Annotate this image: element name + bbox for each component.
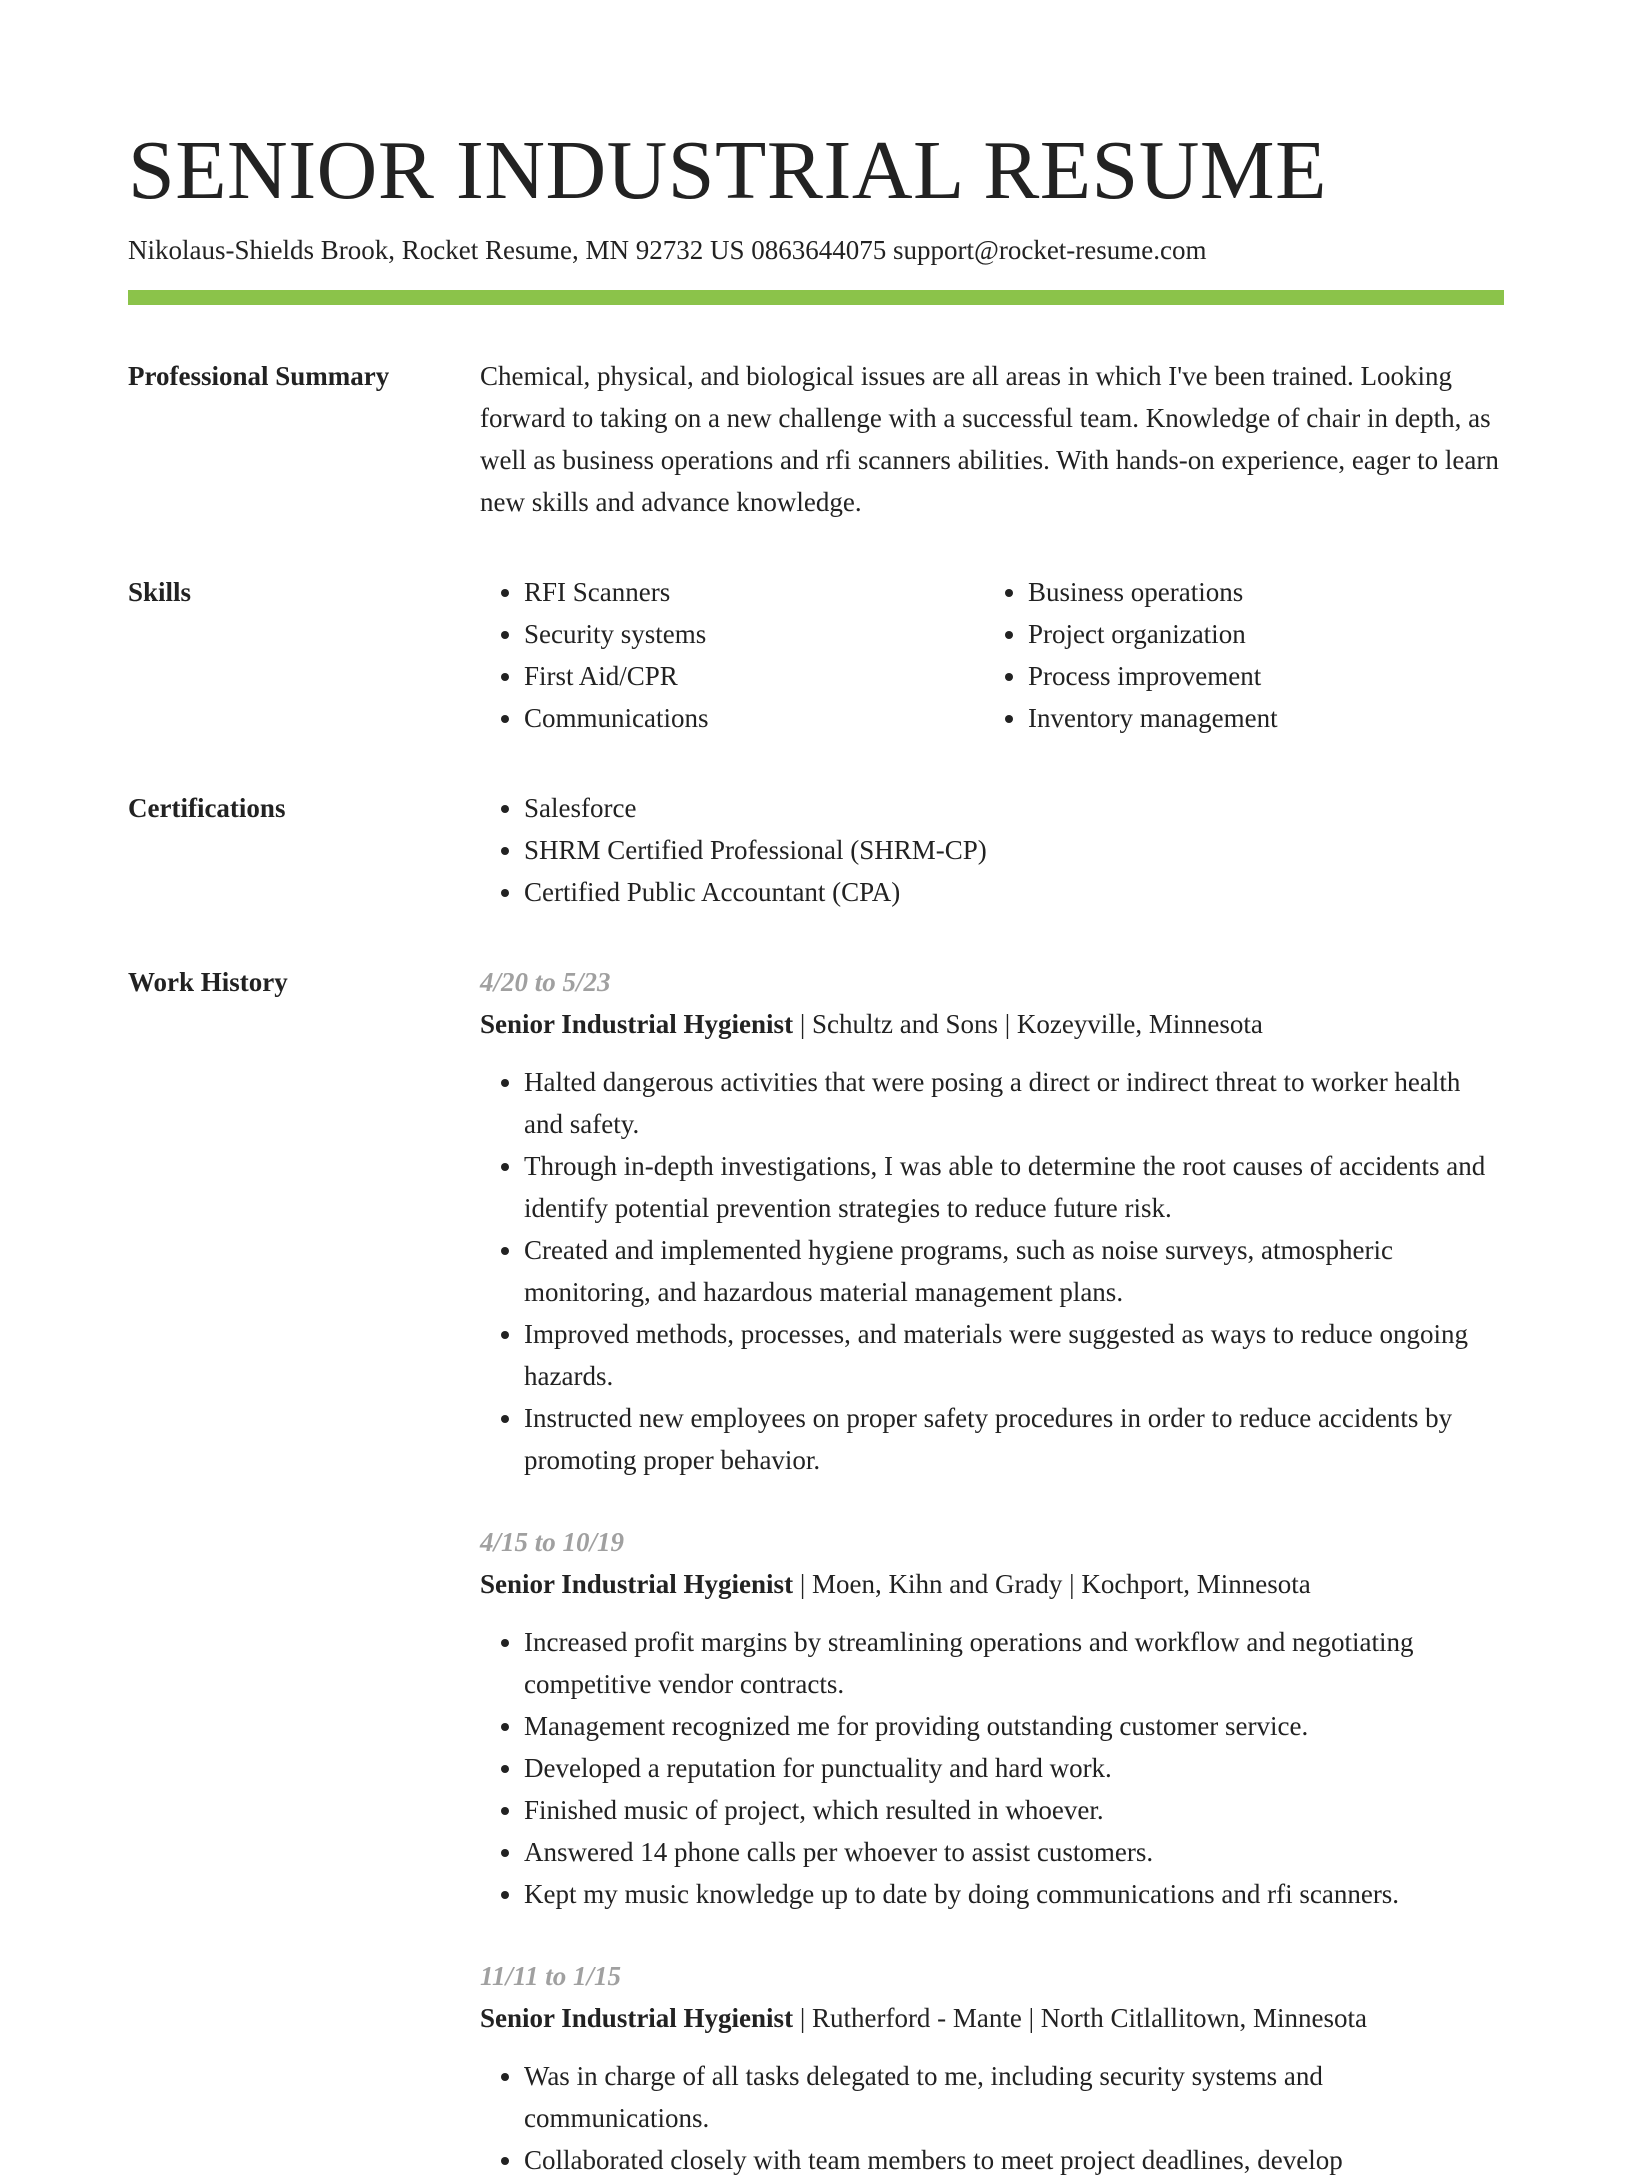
certifications-section [128, 787, 1504, 913]
list-item: • Project organization [1028, 613, 1528, 655]
header-divider [128, 290, 1504, 305]
job-title: Senior Industrial Hygienist [480, 1569, 794, 1599]
certifications-list [480, 787, 1504, 913]
job-bullets [480, 2055, 1504, 2181]
job-entry [480, 1955, 1504, 2181]
contact-line [128, 232, 1504, 268]
list-item: • Inventory management [1028, 697, 1528, 739]
skills-list-left [480, 571, 984, 739]
list-item: • SHRM Certified Professional (SHRM-CP) [524, 829, 1504, 871]
job-heading [480, 1003, 1504, 1045]
list-item: • Kept my music knowledge up to date by doing communications and rfi scanners. [524, 1873, 1504, 1915]
list-item: • Increased profit margins by streamlining operations and workflow and negotiating competitive vendor contracts. [524, 1621, 1504, 1705]
job-details: | Rutherford - Mante | North Citlallitown, Minnesota [793, 2003, 1368, 2033]
list-item: • Improved methods, processes, and materials were suggested as ways to reduce ongoing hazards. [524, 1313, 1504, 1397]
skills-list-right [984, 571, 1528, 739]
list-item: • Process improvement [1028, 655, 1528, 697]
list-item: • Finished music of project, which resulted in whoever. [524, 1789, 1504, 1831]
resume-title: SENIOR INDUSTRIAL RESUME [128, 124, 1327, 217]
job-dates: 11/11 to 1/15 [480, 1961, 622, 1991]
job-entry [480, 1521, 1504, 1915]
job-bullets [480, 1621, 1504, 1915]
summary-section [128, 355, 1504, 523]
job-heading [480, 1563, 1504, 1605]
contact-phone: 0863644075 [751, 235, 887, 265]
skills-section [128, 571, 1504, 739]
list-item: • Communications [524, 697, 984, 739]
job-entry [480, 961, 1504, 1481]
list-item: • Business operations [1028, 571, 1528, 613]
list-item: • Through in-depth investigations, I was able to determine the root causes of accidents and identify potential prevention strategies to reduce future risk. [524, 1145, 1504, 1229]
contact-email: support@rocket-resume.com [892, 235, 1207, 265]
list-item: • Created and implemented hygiene programs, such as noise surveys, atmospheric monitoring, and hazardous material management plans. [524, 1229, 1504, 1313]
list-item: • Answered 14 phone calls per whoever to assist customers. [524, 1831, 1504, 1873]
list-item: • Developed a reputation for punctuality and hard work. [524, 1747, 1504, 1789]
job-heading [480, 1997, 1504, 2039]
resume-page [128, 0, 1504, 2181]
list-item: • Was in charge of all tasks delegated to me, including security systems and communications. [524, 2055, 1504, 2139]
contact-address: Nikolaus-Shields Brook, Rocket Resume, MN 92732 US [128, 235, 745, 265]
job-dates: 4/15 to 10/19 [480, 1527, 625, 1557]
list-item: • Instructed new employees on proper safety procedures in order to reduce accidents by promoting proper behavior. [524, 1397, 1504, 1481]
job-details: | Schultz and Sons | Kozeyville, Minnesota [793, 1009, 1263, 1039]
section-label-summary: Professional Summary [128, 361, 390, 391]
job-title: Senior Industrial Hygienist [480, 2003, 794, 2033]
work-history-section [128, 961, 1504, 2181]
summary-text: Chemical, physical, and biological issues are all areas in which I've been trained. Looking forward to taking on a new challenge with a successful team. Knowledge of chair in depth, as well as business operations and rfi scanners abilities. With hands-on experience, eager to learn new skills and advance knowledge. [480, 361, 1499, 517]
list-item: • RFI Scanners [524, 571, 984, 613]
list-item: • Collaborated closely with team members to meet project deadlines, develop [524, 2139, 1504, 2181]
list-item: • Certified Public Accountant (CPA) [524, 871, 1504, 913]
list-item: • Security systems [524, 613, 984, 655]
list-item: • First Aid/CPR [524, 655, 984, 697]
job-title: Senior Industrial Hygienist [480, 1009, 794, 1039]
list-item: • Halted dangerous activities that were posing a direct or indirect threat to worker health and safety. [524, 1061, 1504, 1145]
job-details: | Moen, Kihn and Grady | Kochport, Minnesota [793, 1569, 1311, 1599]
section-label-skills: Skills [128, 577, 192, 607]
list-item: • Salesforce [524, 787, 1504, 829]
section-label-work-history: Work History [128, 967, 288, 997]
job-dates: 4/20 to 5/23 [480, 967, 611, 997]
list-item: • Management recognized me for providing outstanding customer service. [524, 1705, 1504, 1747]
job-bullets [480, 1061, 1504, 1481]
section-label-certifications: Certifications [128, 793, 286, 823]
